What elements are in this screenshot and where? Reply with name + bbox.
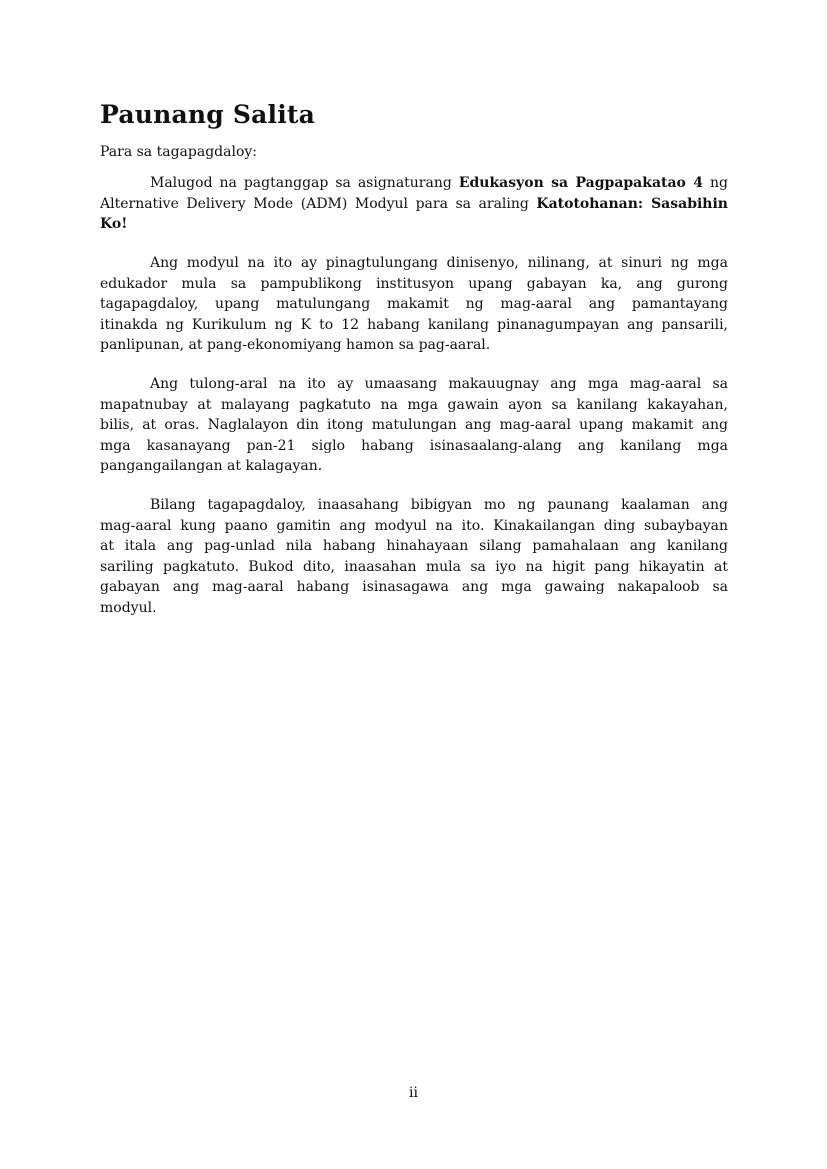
lesson-title: Katotohanan: Sasabihin — [536, 195, 728, 212]
text-line: itinakda ng Kurikulum ng K to 12 habang kanilang pinanagumpayan ang pansarili, — [100, 316, 728, 333]
text-line: modyul. — [100, 599, 157, 616]
text-line: pangangailangan at kalagayan. — [100, 458, 323, 474]
paragraph-tulong-aral — [100, 374, 728, 477]
text-line: panlipunan, at pang-ekonomiyang hamon sa pag-aaral. — [100, 337, 491, 353]
page-number: ii — [409, 1085, 418, 1101]
text-line: edukador mula sa pampublikong institusyon upang gabayan ka, ang gurong — [100, 275, 728, 292]
subject-name: Edukasyon sa Pagpapakatao 4 — [458, 175, 704, 191]
text: Malugod na pagtanggap sa asignaturang — [150, 175, 459, 191]
text-line: mag-aaral kung paano gamitin ang modyul na ito. Kinakailangan ding subaybayan — [100, 517, 728, 534]
text-line: Bilang tagapagdaloy, inaasahang bibigyan mo ng paunang kaalaman ang — [150, 497, 728, 513]
salutation: Para sa tagapagdaloy: — [100, 144, 258, 160]
text-line: gabayan ang mag-aaral habang isinasagawa ang mga gawaing nakapaloob sa — [100, 579, 728, 595]
text-line: Ang modyul na ito ay pinagtulungang dinisenyo, nilinang, at sinuri ng mga — [150, 255, 728, 271]
lesson-title-cont: Ko! — [100, 216, 128, 232]
text-line: mga kasanayang pan-21 siglo habang isinasaalang-alang ang kanilang mga — [100, 437, 728, 454]
text: ng — [703, 175, 729, 191]
text-line: sariling pagkatuto. Bukod dito, inaasahan mula sa iyo na higit pang hikayatin at — [100, 558, 728, 575]
text-line: bilis, at oras. Naglalayon din itong matulungan ang mag-aaral upang makamit ang — [100, 417, 728, 433]
text-line — [100, 214, 728, 235]
text-line: tagapagdaloy, upang matulungang makamit ng mag-aaral ang pamantayang — [100, 296, 728, 312]
document-body — [100, 173, 728, 637]
page-title: Paunang Salita — [100, 100, 316, 129]
text-line — [100, 194, 728, 215]
text-line: mapatnubay at malayang pagkatuto na mga gawain ayon sa kanilang kakayahan, — [100, 396, 728, 413]
paragraph-facilitator — [100, 495, 728, 618]
text-line: Ang tulong-aral na ito ay umaasang makauugnay ang mga mag-aaral sa — [150, 376, 728, 392]
text-line: at itala ang pag-unlad nila habang hinahayaan silang pamahalaan ang kanilang — [100, 538, 728, 554]
paragraph-welcome — [100, 173, 728, 235]
text: Alternative Delivery Mode (ADM) Modyul para sa araling — [100, 195, 537, 212]
paragraph-module — [100, 253, 728, 356]
text-line — [100, 173, 728, 194]
